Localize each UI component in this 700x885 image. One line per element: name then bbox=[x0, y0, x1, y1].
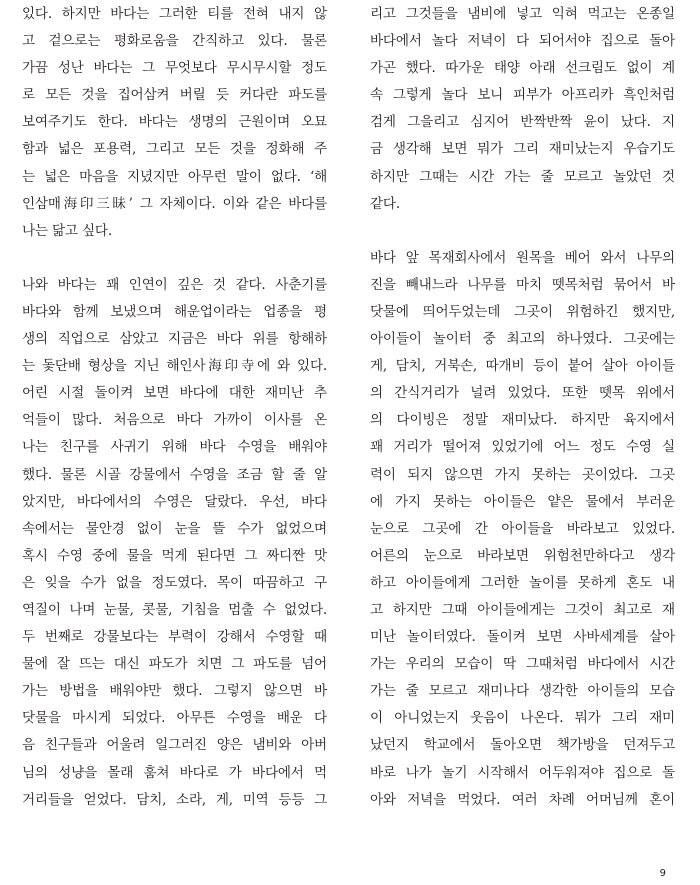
text-line: 거리들을 얻었다. 담치, 소라, 게, 미역 등등 그 bbox=[22, 791, 327, 808]
text-line: 로 모든 것을 집어삼켜 버릴 듯 커다란 파도를 bbox=[22, 87, 327, 104]
text-line: 게, 담치, 거북손, 따개비 등이 붙어 살아 아이들 bbox=[370, 358, 675, 375]
paragraph bbox=[22, 272, 327, 814]
text-line: 두 번째로 강물보다는 부력이 강해서 수영할 때 bbox=[22, 629, 327, 646]
text-line: 의 간식거리가 널려 있었다. 또한 뗏목 위에서 bbox=[370, 385, 675, 402]
paragraph bbox=[370, 245, 675, 814]
text-line: 미난 놀이터였다. 돌이켜 보면 사바세계를 살아 bbox=[370, 629, 675, 646]
text-line: 가는 줄 모르고 재미나다 생각한 아이들의 모습 bbox=[370, 683, 675, 700]
text-line: 나는 닮고 싶다. bbox=[22, 222, 112, 239]
text-line: 에 가지 못하는 아이들은 얕은 물에서 부러운 bbox=[370, 493, 675, 510]
text-line: 았지만, 바다에서의 수영은 달랐다. 우선, 바다 bbox=[22, 493, 327, 510]
text-line: 역질이 나며 눈물, 콧물, 기침을 멈출 수 없었다. bbox=[22, 601, 327, 618]
text-line: 함과 넓은 포용력, 그리고 모든 것을 정화해 주 bbox=[22, 141, 327, 158]
text-line: 아이들이 놀이터 중 최고의 하나였다. 그곳에는 bbox=[370, 331, 675, 348]
paragraph-gap bbox=[370, 218, 675, 245]
page-number: 9 bbox=[659, 868, 666, 879]
text-line: 속 그렇게 놀다 보니 피부가 아프리카 흑인처럼 bbox=[370, 87, 675, 104]
text-line: 닷물에 띄어두었는데 그곳이 위험하긴 했지만, bbox=[370, 303, 675, 320]
text-line: 물에 잘 뜨는 대신 파도가 치면 그 파도를 넘어 bbox=[22, 656, 327, 673]
text-line: 어린 시절 돌이켜 보면 바다에 대한 재미난 추 bbox=[22, 385, 327, 402]
text-line: 보여주기도 한다. 바다는 생명의 근원이며 오묘 bbox=[22, 114, 327, 131]
text-line: 인삼매海印三昧’ 그 자체이다. 이와 같은 바다를 bbox=[22, 195, 327, 212]
text-line: 음 친구들과 어울려 일그러진 양은 냄비와 아버 bbox=[22, 737, 327, 754]
text-line: 이 아니었는지 웃음이 나온다. 뭐가 그리 재미 bbox=[370, 710, 675, 727]
text-line: 속에서는 물안경 없이 눈을 뜰 수가 없었으며 bbox=[22, 520, 327, 537]
text-line: 의 다이빙은 정말 재미났다. 하지만 육지에서 bbox=[370, 412, 675, 429]
text-line: 금 생각해 보면 뭐가 그리 재미났는지 우습기도 bbox=[370, 141, 675, 158]
text-line: 나와 바다는 꽤 인연이 깊은 것 같다. 사춘기를 bbox=[22, 276, 327, 293]
text-line: 바다 앞 목재회사에서 원목을 베어 와서 나무의 bbox=[370, 249, 675, 266]
text-line: 혹시 수영 중에 물을 먹게 된다면 그 짜디짠 맛 bbox=[22, 547, 327, 564]
text-line: 는 넓은 마음을 지녔지만 아무런 말이 없다. ‘해 bbox=[22, 168, 327, 185]
text-line: 어른의 눈으로 바라보면 위험천만하다고 생각 bbox=[370, 547, 675, 564]
text-line: 났던지 학교에서 돌아오면 책가방을 던져두고 bbox=[370, 737, 675, 754]
text-line: 있다. 하지만 바다는 그러한 티를 전혀 내지 않 bbox=[22, 6, 327, 22]
text-line: 가곤 했다. 따가운 태양 아래 선크림도 없이 계 bbox=[370, 60, 675, 77]
text-line: 꽤 거리가 떨어져 있었기에 어느 정도 수영 실 bbox=[370, 439, 675, 456]
text-line: 가끔 성난 바다는 그 무엇보다 무시무시할 정도 bbox=[22, 60, 327, 77]
text-line: 바로 나가 놀기 시작해서 어두워져야 집으로 돌 bbox=[370, 764, 675, 781]
text-line: 력이 되지 않으면 가지 못하는 곳이었다. 그곳 bbox=[370, 466, 675, 483]
text-line: 눈으로 그곳에 간 아이들을 바라보고 있었다. bbox=[370, 520, 675, 537]
text-line: 리고 그것들을 냄비에 넣고 익혀 먹고는 온종일 bbox=[370, 6, 675, 22]
text-line: 했다. 물론 시골 강물에서 수영을 조금 할 줄 알 bbox=[22, 466, 327, 483]
text-line: 나는 친구를 사귀기 위해 바다 수영을 배워야 bbox=[22, 439, 327, 456]
text-line: 은 잊을 수가 없을 정도였다. 목이 따끔하고 구 bbox=[22, 574, 327, 591]
text-line: 검게 그을리고 심지어 반짝반짝 윤이 났다. 지 bbox=[370, 114, 675, 131]
paragraph bbox=[22, 1, 327, 245]
left-column bbox=[22, 0, 327, 814]
text-line: 닷물을 마시게 되었다. 아무튼 수영을 배운 다 bbox=[22, 710, 327, 727]
text-line: 님의 성냥을 몰래 훔쳐 바다로 가 바다에서 먹 bbox=[22, 764, 327, 781]
text-line: 억들이 많다. 처음으로 바다 가까이 이사를 온 bbox=[22, 412, 327, 429]
text-line: 가는 우리의 모습이 딱 그때처럼 바다에서 시간 bbox=[370, 656, 675, 673]
text-line: 바다와 함께 보냈으며 해운업이라는 업종을 평 bbox=[22, 303, 327, 320]
text-line: 바다에서 놀다 저녁이 다 되어서야 집으로 돌아 bbox=[370, 33, 675, 50]
text-line: 아와 저녁을 먹었다. 여러 차례 어머님께 혼이 bbox=[370, 791, 675, 808]
text-line: 하지만 그때는 시간 가는 줄 모르고 놀았던 것 bbox=[370, 168, 675, 185]
text-line: 가는 방법을 배워야만 했다. 그렇지 않으면 바 bbox=[22, 683, 327, 700]
text-line: 하고 아이들에게 그러한 놀이를 못하게 혼도 내 bbox=[370, 574, 675, 591]
text-line: 같다. bbox=[370, 195, 400, 212]
text-line: 생의 직업으로 삼았고 지금은 바다 위를 항해하 bbox=[22, 331, 327, 348]
text-line: 고 하지만 그때 아이들에게는 그것이 최고로 재 bbox=[370, 601, 675, 618]
right-column bbox=[370, 0, 675, 814]
text-line: 고 겉으로는 평화로움을 간직하고 있다. 물론 bbox=[22, 33, 327, 50]
paragraph-gap bbox=[22, 245, 327, 272]
text-line: 는 돛단배 형상을 지닌 해인사海印寺에 와 있다. bbox=[22, 358, 327, 375]
text-line: 진을 빼내느라 나무를 마치 뗏목처럼 묶어서 바 bbox=[370, 276, 675, 293]
paragraph bbox=[370, 1, 675, 218]
